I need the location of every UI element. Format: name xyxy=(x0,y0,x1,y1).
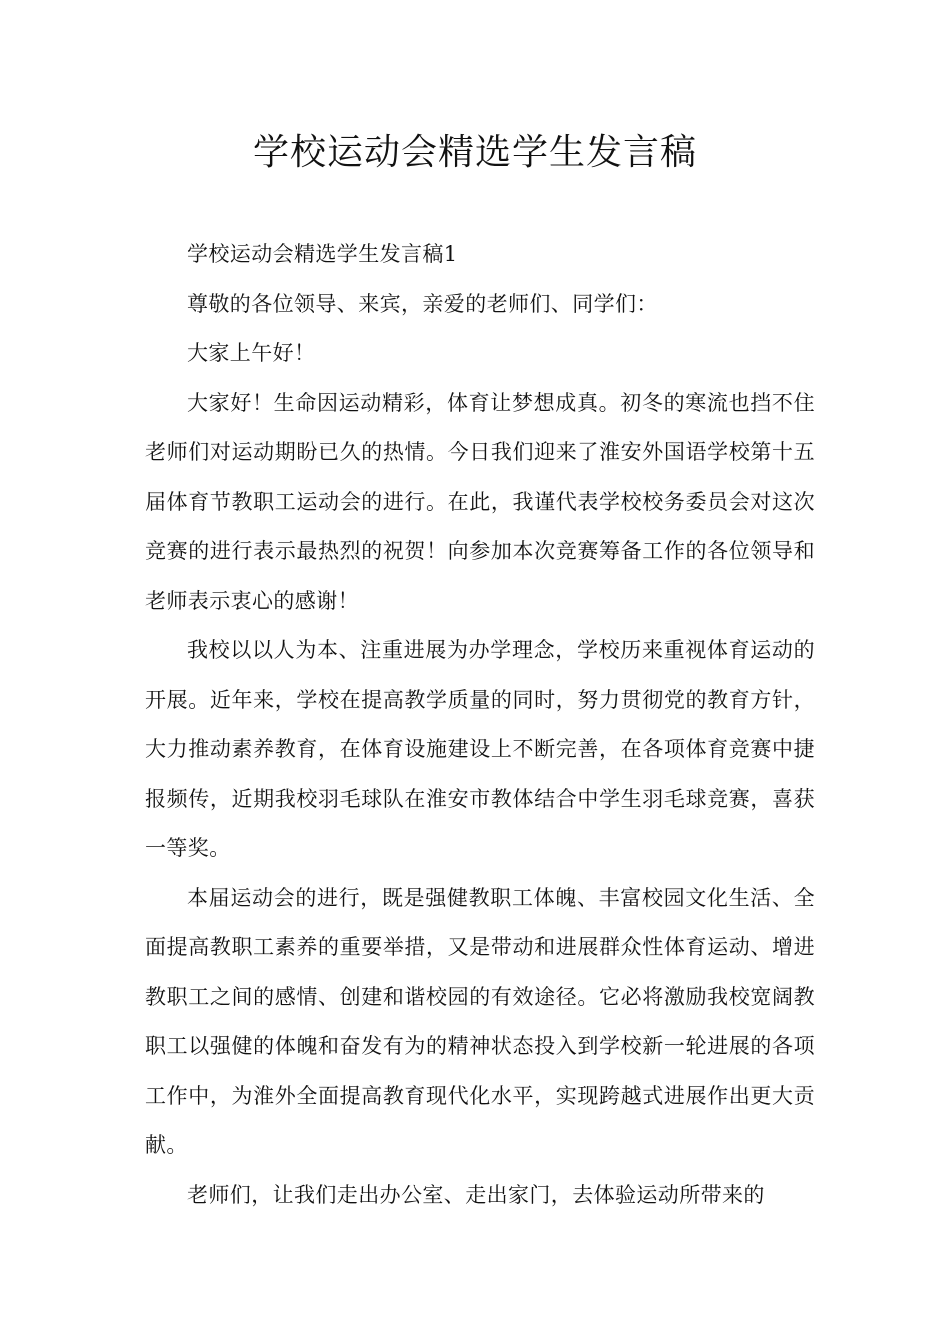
paragraph: 老师们，让我们走出办公室、走出家门，去体验运动所带来的 xyxy=(187,1182,765,1207)
document-title: 学校运动会精选学生发言稿 xyxy=(252,132,697,173)
document-body xyxy=(145,230,815,1220)
paragraph: 大家好！生命因运动精彩，体育让梦想成真。初冬的寒流也挡不住老师们对运动期盼已久的热情。今日我们迎来了淮安外国语学校第十五届体育节教职工运动会的进行。在此，我谨代表学校校务委员会对这次竞赛的进行表示最热烈的祝贺！向参加本次竞赛筹备工作的各位领导和老师表示衷心的感谢！ xyxy=(145,390,815,613)
paragraph: 我校以以人为本、注重进展为办学理念，学校历来重视体育运动的开展。近年来，学校在提高教学质量的同时，努力贯彻党的教育方针，大力推动素养教育，在体育设施建设上不断完善，在各项体育竞赛中捷报频传，近期我校羽毛球队在淮安市教体结合中学生羽毛球竞赛，喜获一等奖。 xyxy=(145,638,815,860)
section-heading: 学校运动会精选学生发言稿1 xyxy=(187,242,458,266)
paragraph: 本届运动会的进行，既是强健教职工体魄、丰富校园文化生活、全面提高教职工素养的重要举措，又是带动和进展群众性体育运动、增进教职工之间的感情、创建和谐校园的有效途径。它必将激励我校宽阔教职工以强健的体魄和奋发有为的精神状态投入到学校新一轮进展的各项工作中，为淮外全面提高教育现代化水平，实现跨越式进展作出更大贡献。 xyxy=(145,885,815,1157)
greeting: 大家上午好！ xyxy=(187,341,316,365)
salutation: 尊敬的各位领导、来宾，亲爱的老师们、同学们： xyxy=(187,291,658,316)
